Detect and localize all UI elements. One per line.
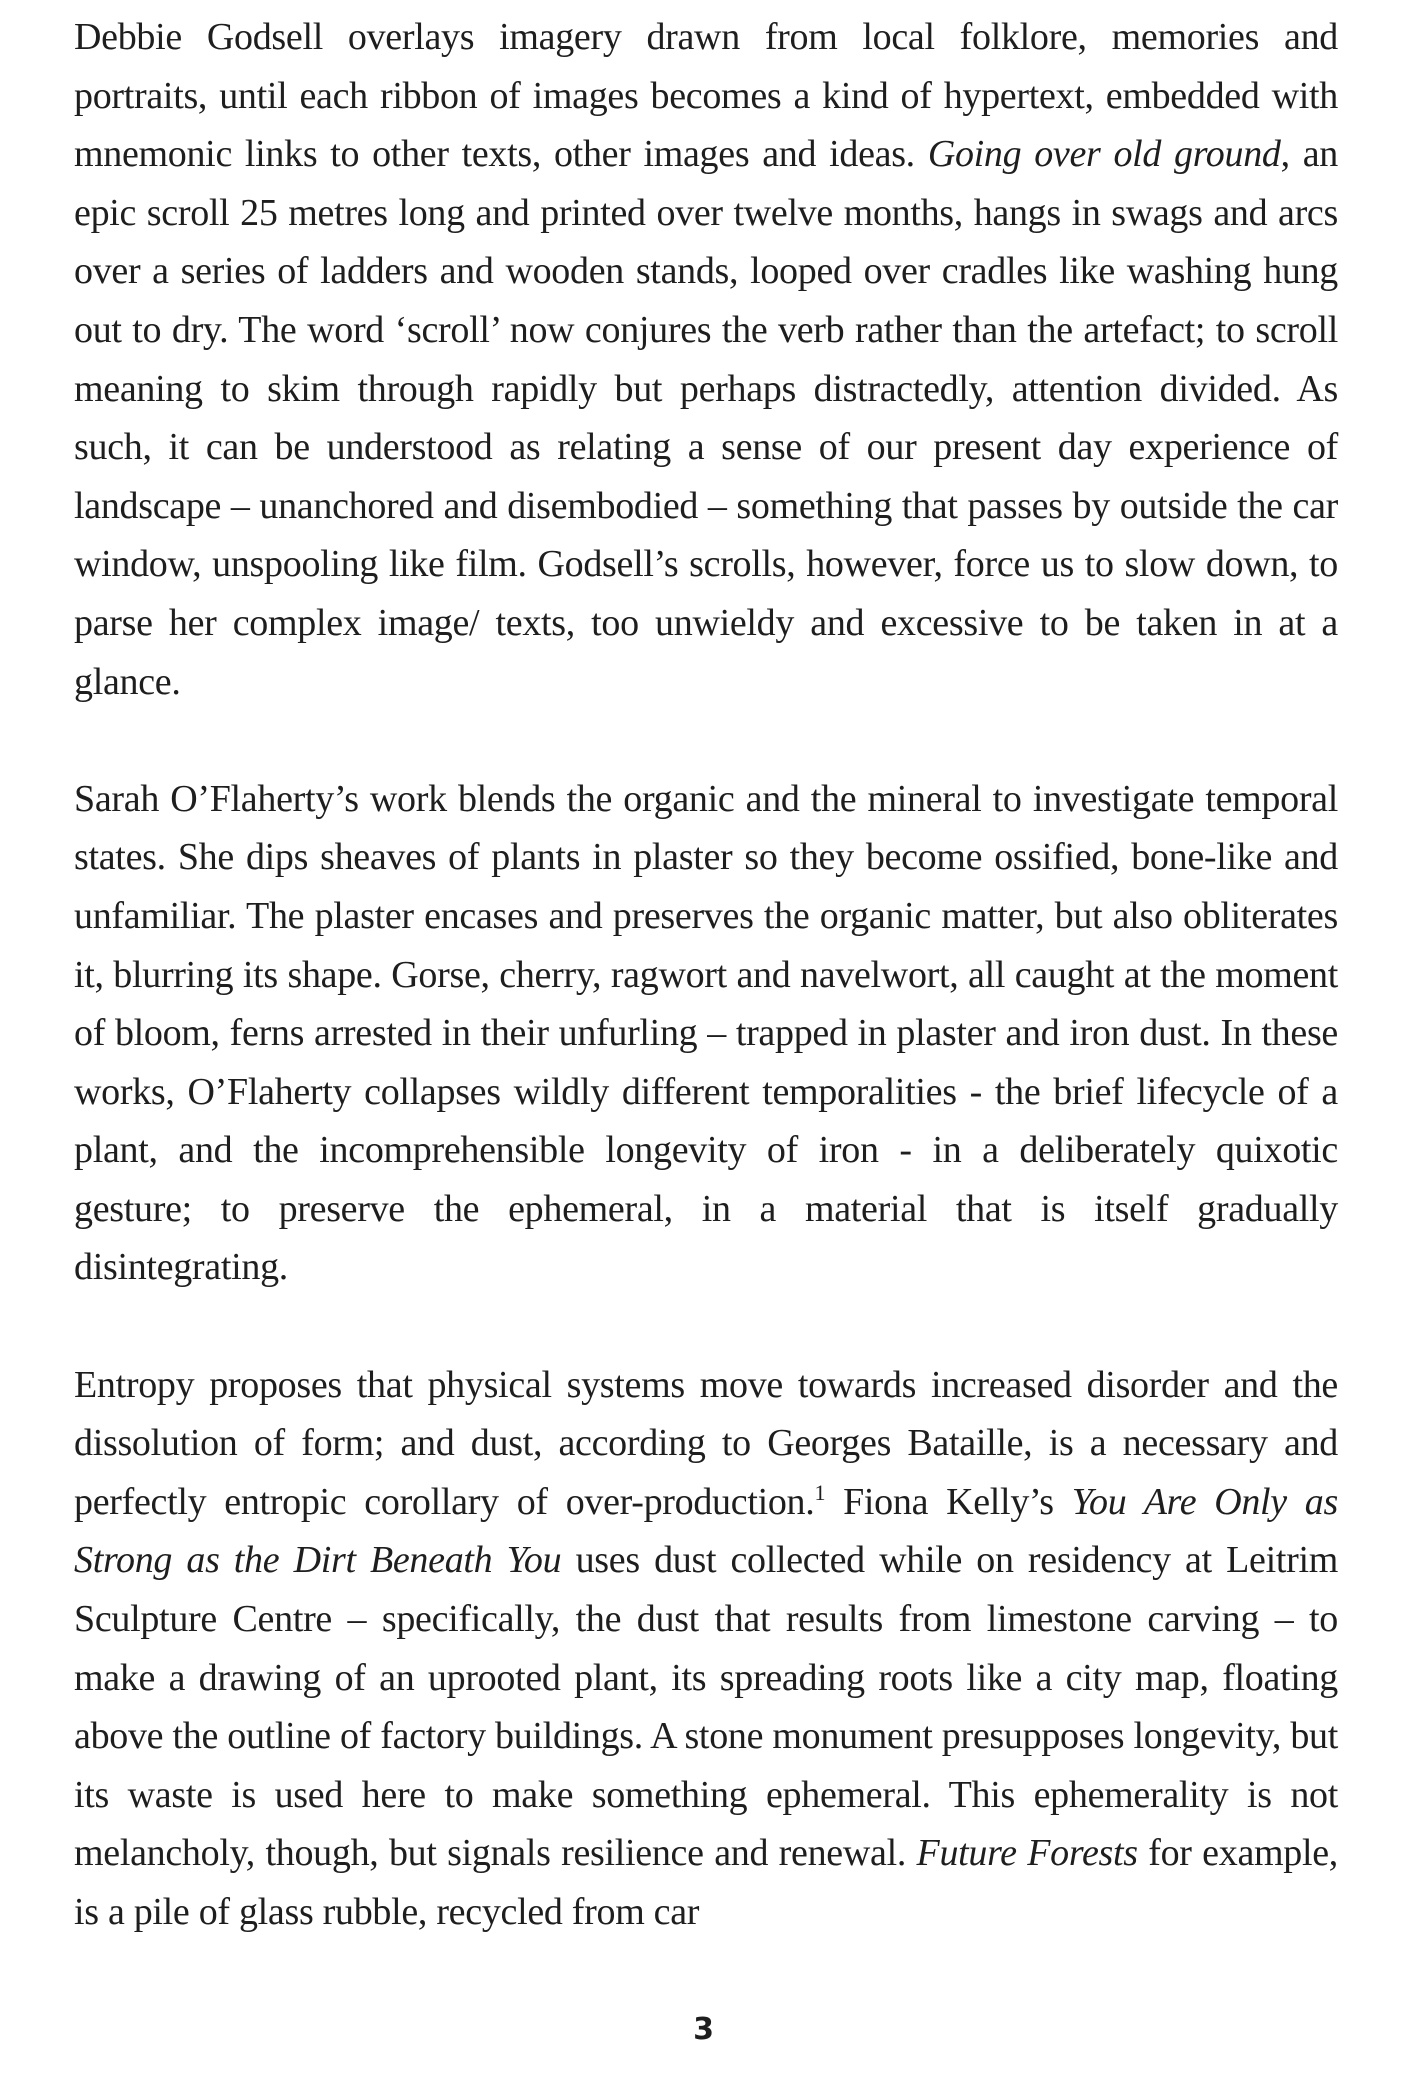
text-segment: , an epic scroll 25 metres long and printed over twelve months, hangs in swags and arcs over a series of ladders and wooden stands, looped over cradles like washing hung out to dry. The word ‘scroll’ now conjures the verb rather than the artefact; to scroll meaning to skim through rapidly but perhaps distractedly, attention divided. As such, it can be understood as relating a sense of our present day experience of landscape – unanchored and disembodied – something that passes by outside the car window, unspooling like film. Godsell’s scrolls, however, force us to slow down, to parse her complex image/ texts, too unwieldy and excessive to be taken in at a glance. xyxy=(74,133,1339,703)
footnote-marker: 1 xyxy=(814,1479,826,1505)
paragraph-kelly xyxy=(74,1356,1338,1942)
paragraph-oflaherty xyxy=(74,770,1338,1297)
artwork-title-going-over-old-ground: Going over old ground xyxy=(927,133,1281,176)
text-segment: Fiona Kelly’s xyxy=(825,1480,1072,1523)
page-number: 3 xyxy=(693,2012,714,2047)
text-segment: for example, is a pile of glass rubble, recycled from car xyxy=(74,1832,1338,1933)
text-segment: Sarah O’Flaherty’s work blends the organic and the mineral to investigate temporal states. She dips sheaves of plants in plaster so they become ossified, bone-like and unfamiliar. The plaster encases and preserves the organic matter, but also obliterates it, blurring its shape. Gorse, cherry, ragwort and navelwort, all caught at the moment of bloom, ferns arrested in their unfurling – trapped in plaster and iron dust. In these works, O’Flaherty collapses wildly different temporalities - the brief lifecycle of a plant, and the incomprehensible longevity of iron - in a deliberately quixotic gesture; to preserve the ephemeral, in a material that is itself gradually disintegrating. xyxy=(74,777,1338,1289)
artwork-title-future-forests: Future Forests xyxy=(916,1832,1138,1875)
text-segment: uses dust collected while on residency at Leitrim Sculpture Centre – specifically, the dust that results from limestone carving – to make a drawing of an uprooted plant, its spreading roots like a city map, floating above the outline of factory buildings. A stone monument presupposes longevity, but its waste is used here to make something ephemeral. This ephemerality is not melancholy, though, but signals resilience and renewal. xyxy=(74,1539,1338,1875)
text-segment: Debbie Godsell overlays imagery drawn from local folklore, memories and portraits, until each ribbon of images becomes a kind of hypertext, embedded with mnemonic links to other texts, other images and ideas. xyxy=(74,16,1338,176)
body-text xyxy=(74,8,1338,1942)
text-segment: Entropy proposes that physical systems move towards increased disorder and the dissolution of form; and dust, according to Georges Bataille, is a necessary and perfectly entropic corollary of over-production. xyxy=(74,1363,1338,1523)
artwork-title-you-are-only-as-strong: You Are Only as Strong as the Dirt Beneath You xyxy=(74,1480,1338,1582)
paragraph-godsell xyxy=(74,8,1338,711)
